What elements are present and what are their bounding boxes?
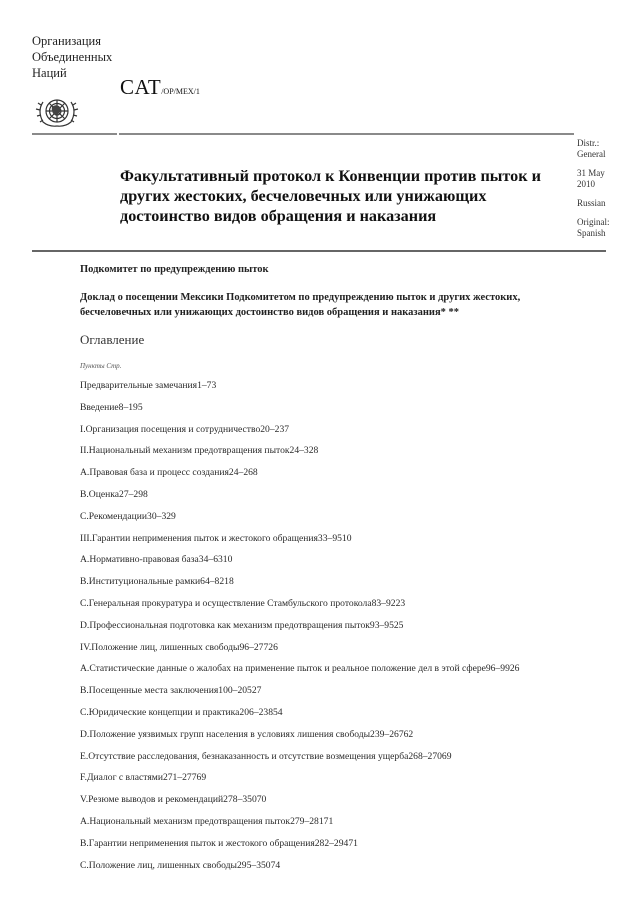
toc-item[interactable]: B.Оценка27–298 bbox=[80, 488, 148, 500]
header-divider-left bbox=[32, 133, 117, 135]
original-value: Spanish bbox=[577, 228, 606, 238]
organization-line: Наций bbox=[32, 66, 67, 80]
toc-item[interactable]: E.Отсутствие расследования, безнаказанность и отсутствие возмещения ущерба268–27069 bbox=[80, 750, 452, 762]
title-divider bbox=[32, 250, 606, 252]
organization-name bbox=[32, 33, 112, 81]
original-language bbox=[577, 217, 637, 239]
toc-item[interactable]: A.Нормативно-правовая база34–6310 bbox=[80, 554, 233, 566]
toc-item[interactable]: B.Гарантии неприменения пыток и жестокого обращения282–29471 bbox=[80, 837, 358, 849]
document-date bbox=[577, 168, 637, 190]
toc-column-headers: Пункты Стр. bbox=[80, 362, 122, 370]
committee-name: Подкомитет по предупреждению пыток bbox=[80, 264, 269, 275]
distribution-label: Distr.: bbox=[577, 138, 600, 148]
report-title: Доклад о посещении Мексики Подкомитетом по предупреждению пыток и других жестоких, бесчеловечных или унижающих достоинство видов обращения и наказания* ** bbox=[80, 292, 521, 318]
toc-item[interactable]: F.Диалог с властями271–27769 bbox=[80, 772, 207, 784]
toc-item[interactable]: III.Гарантии неприменения пыток и жестокого обращения33–9510 bbox=[80, 532, 352, 544]
toc-item[interactable]: B.Посещенные места заключения100–20527 bbox=[80, 685, 262, 697]
document-symbol bbox=[120, 75, 200, 100]
toc-item[interactable]: C.Генеральная прокуратура и осуществление Стамбульского протокола83–9223 bbox=[80, 597, 406, 609]
original-label: Original: bbox=[577, 217, 610, 227]
toc-item[interactable]: IV.Положение лиц, лишенных свободы96–27726 bbox=[80, 641, 278, 653]
toc-item[interactable]: C.Положение лиц, лишенных свободы295–35074 bbox=[80, 859, 281, 871]
toc-item[interactable]: Предварительные замечания1–73 bbox=[80, 380, 217, 391]
toc-item[interactable]: D.Положение уязвимых групп населения в условиях лишения свободы239–26762 bbox=[80, 728, 414, 740]
toc-heading: Оглавление bbox=[80, 332, 145, 347]
toc-item[interactable]: A.Правовая база и процесс создания24–268 bbox=[80, 467, 258, 479]
toc-item[interactable]: Введение8–195 bbox=[80, 401, 143, 413]
toc-item[interactable]: II.Национальный механизм предотвращения пыток24–328 bbox=[80, 445, 319, 457]
toc-item[interactable]: A.Статистические данные о жалобах на применение пыток и реальное положение дел в этой сфере96–9926 bbox=[80, 663, 520, 675]
table-of-contents bbox=[80, 380, 620, 881]
date-year: 2010 bbox=[577, 179, 595, 189]
toc-item[interactable]: A.Национальный механизм предотвращения пыток279–28171 bbox=[80, 815, 334, 827]
distribution bbox=[577, 138, 637, 160]
document-metadata bbox=[577, 138, 637, 247]
toc-item[interactable]: I.Организация посещения и сотрудничество20–237 bbox=[80, 423, 290, 435]
organization-line: Объединенных bbox=[32, 50, 113, 64]
header-divider-right bbox=[119, 133, 574, 135]
document-symbol-main: CAT bbox=[120, 75, 162, 99]
distribution-value: General bbox=[577, 149, 606, 159]
un-emblem-icon bbox=[31, 92, 83, 132]
toc-item[interactable]: V.Резюме выводов и рекомендаций278–35070 bbox=[80, 794, 267, 806]
toc-item[interactable]: C.Юридические концепции и практика206–23854 bbox=[80, 706, 283, 718]
document-symbol-suffix: /OP/MEX/1 bbox=[161, 87, 200, 96]
document-title: Факультативный протокол к Конвенции против пыток и других жестоких, бесчеловечных или унижающих достоинство видов обращения и наказания bbox=[120, 167, 541, 225]
date-day-month: 31 May bbox=[577, 168, 605, 178]
organization-line: Организация bbox=[32, 34, 101, 48]
toc-item[interactable]: B.Институциональные рамки64–8218 bbox=[80, 576, 234, 588]
toc-item[interactable]: D.Профессиональная подготовка как механизм предотвращения пыток93–9525 bbox=[80, 619, 404, 631]
document-language: Russian bbox=[577, 198, 606, 208]
toc-item[interactable]: C.Рекомендации30–329 bbox=[80, 510, 176, 522]
